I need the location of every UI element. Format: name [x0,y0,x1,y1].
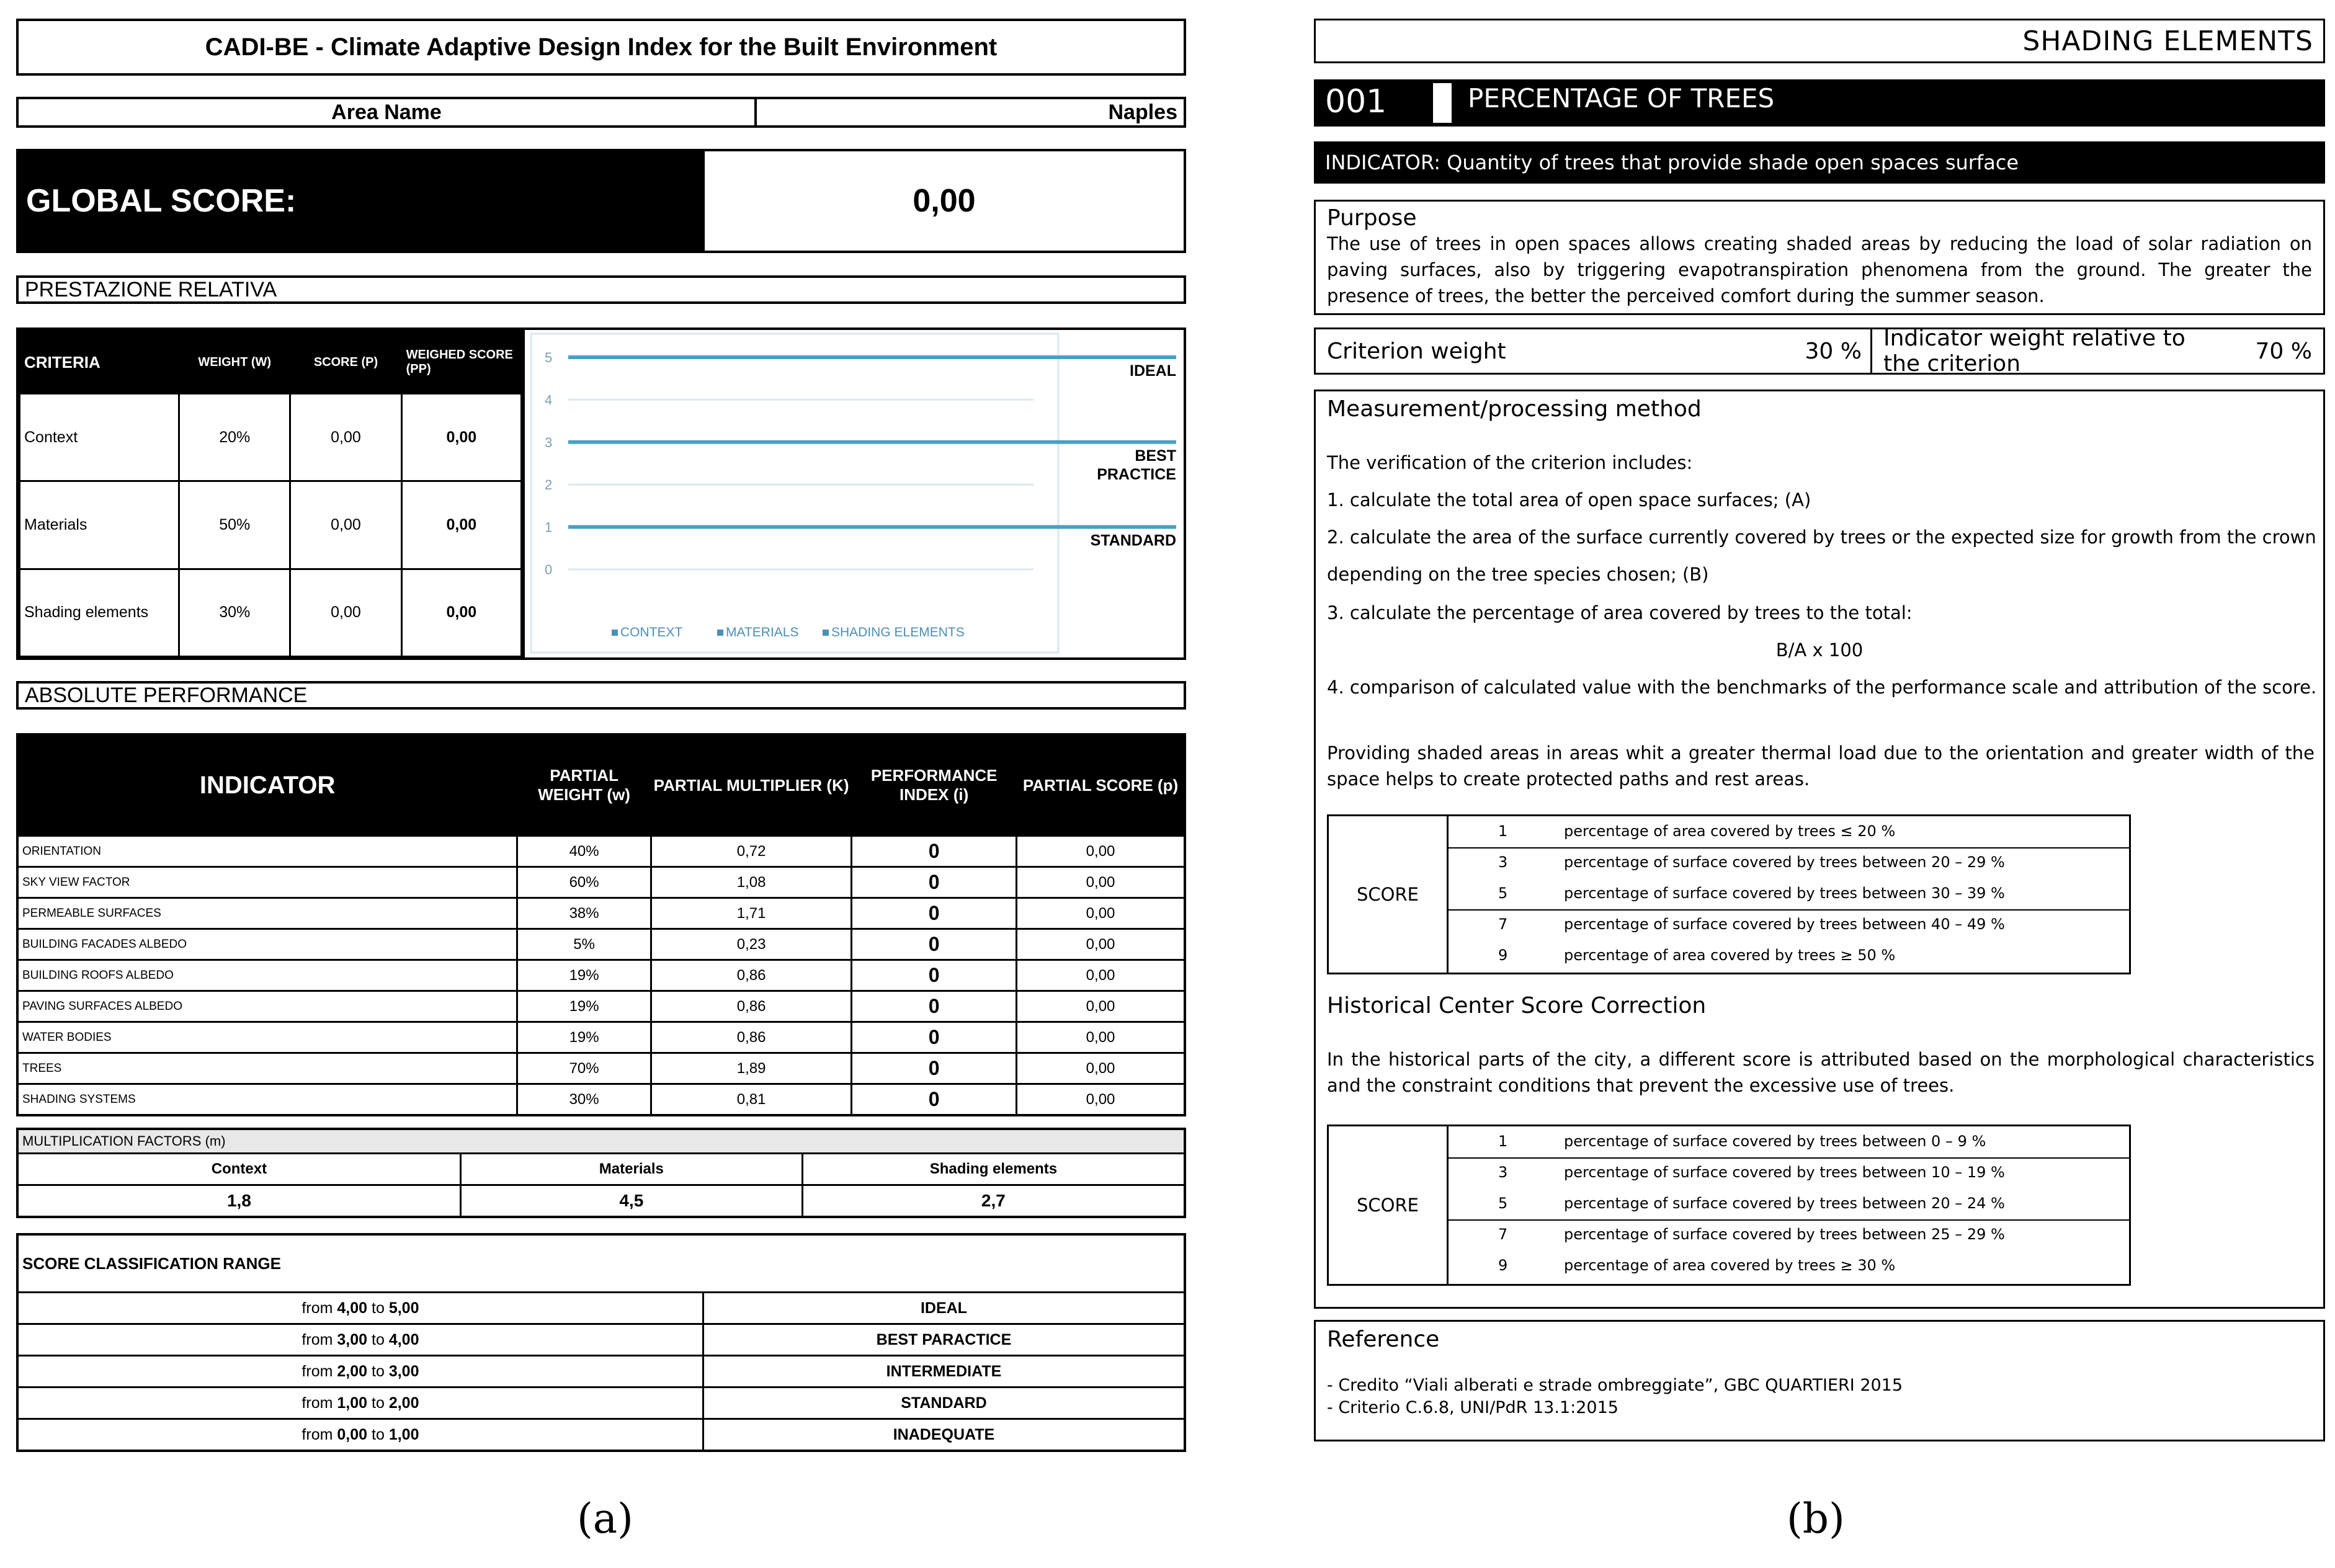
multiplication-label: Materials [460,1154,802,1185]
score-description: percentage of area covered by trees ≥ 30 % [1564,1257,1896,1274]
range-to-word: to [372,1299,385,1317]
indicator-weight: 38% [517,898,651,929]
criteria-name: Shading elements [20,569,179,656]
indicator-multiplier: 0,86 [651,960,851,991]
indicator-score: 0,00 [1017,1022,1185,1053]
criteria-table [19,330,522,657]
purpose-box [1314,200,2325,315]
multiplication-label-row [17,1154,1185,1185]
indicator-name: WATER BODIES [17,1022,517,1053]
cadi-be-title: CADI-BE - Climate Adaptive Design Index for the Built Environment [16,19,1186,76]
absolute-performance-heading: ABSOLUTE PERFORMANCE [16,681,1186,710]
table-row [17,898,1185,929]
range-to-word: to [372,1425,385,1443]
multiplication-value: 1,8 [17,1185,460,1218]
indicator-weight: 19% [517,991,651,1022]
score-row [1449,909,2129,940]
reference-line: - Credito “Viali alberati e strade ombreggiate”, GBC QUARTIERI 2015 [1327,1376,1903,1395]
score-number: 9 [1498,947,1508,964]
chart-reference-label: STANDARD [1090,532,1176,550]
score-label: SCORE [1329,1126,1449,1284]
multiplication-value-row [17,1185,1185,1218]
caption-a: (a) [577,1495,633,1543]
criteria-weighed: 0,00 [401,394,521,481]
reference-line: - Criterio C.6.8, UNI/PdR 13.1:2015 [1327,1398,1618,1417]
criteria-header: CRITERIA [20,331,179,394]
indicator-index: 0 [852,960,1017,991]
global-score [16,149,1186,253]
indicator-title: PERCENTAGE OF TREES [1468,83,1775,114]
score-description: percentage of surface covered by trees between 30 – 39 % [1564,884,2005,902]
range-from: 0,00 [337,1425,368,1443]
indicator-weight-value: 70 % [2255,338,2312,364]
score-description: percentage of surface covered by trees between 10 – 19 % [1564,1164,2005,1181]
chart-legend-label: SHADING ELEMENTS [831,625,965,639]
criteria-score: 0,00 [290,394,401,481]
table-row [17,1293,1185,1324]
classification-title: SCORE CLASSIFICATION RANGE [17,1234,1185,1293]
range-to: 1,00 [388,1425,419,1443]
score-chart-svg [525,330,1184,657]
score-table-historical [1327,1125,2131,1286]
measurement-note: Providing shaded areas in areas whit a greater thermal load due to the orientation and greater width of the space helps to create protected paths and rest areas. [1327,742,2315,790]
chart-legend-swatch [717,630,723,636]
range-to-word: to [372,1394,385,1412]
chart-tick-label: 0 [545,562,553,577]
table-row [17,929,1185,960]
indicator-score: 0,00 [1017,991,1185,1022]
criteria-weight: 30% [179,569,290,656]
indicator-name: BUILDING ROOFS ALBEDO [17,960,517,991]
chart-legend-swatch [612,630,618,636]
indicator-multiplier: 0,86 [651,1022,851,1053]
multiplication-value: 2,7 [802,1185,1185,1218]
indicator-code-bar [1314,79,2325,127]
measurement-step: 1. calculate the total area of open space surfaces; (A) [1327,489,1811,510]
chart-plot-frame [531,334,1058,653]
table-row [17,867,1185,898]
indicator-name: PAVING SURFACES ALBEDO [17,991,517,1022]
indicator-multiplier: 0,23 [651,929,851,960]
score-label: SCORE [1329,816,1449,973]
score-number: 3 [1498,853,1508,871]
indicator-score: 0,00 [1017,1053,1185,1084]
range-to: 5,00 [388,1299,419,1317]
weight-header: WEIGHT (W) [179,331,290,394]
indicator-multiplier: 0,86 [651,991,851,1022]
indicator-header-row [17,734,1185,836]
classification-range [17,1419,703,1451]
criteria-name: Context [20,394,179,481]
indicator-multiplier: 1,89 [651,1053,851,1084]
global-score-value: 0,00 [913,183,976,219]
indicator-score: 0,00 [1017,867,1185,898]
classification-range [17,1293,703,1324]
criteria-weight: 50% [179,481,290,569]
score-row [1449,1188,2129,1221]
range-from-word: from [301,1394,333,1412]
criteria-weighed: 0,00 [401,569,521,656]
score-row [1449,1157,2129,1188]
indicator-index: 0 [852,898,1017,929]
multiplication-label: Context [17,1154,460,1185]
classification-range [17,1388,703,1419]
indicator-score: 0,00 [1017,836,1185,867]
criteria-row [20,481,522,569]
indicator-name: SHADING SYSTEMS [17,1084,517,1116]
measurement-step: 4. comparison of calculated value with the benchmarks of the performance scale and attribution of the score. [1327,677,2317,698]
measurement-step: 3. calculate the percentage of area covered by trees to the total: [1327,602,1913,623]
score-row [1449,1250,2129,1281]
indicator-score: 0,00 [1017,898,1185,929]
indicator-weight: 30% [517,1084,651,1116]
indicator-index: 0 [852,1053,1017,1084]
criteria-row [20,394,522,481]
range-to: 3,00 [388,1362,419,1380]
historical-text: In the historical parts of the city, a different score is attributed based on the morphological characteristics and the constraint conditions that prevent the excessive use of trees. [1327,1049,2315,1096]
score-description: percentage of surface covered by trees between 25 – 29 % [1564,1226,2005,1243]
multiplication-title: MULTIPLICATION FACTORS (m) [17,1129,1185,1154]
measurement-step: 2. calculate the area of the surface currently covered by trees or the expected size for growth from the crown [1327,527,2316,548]
indicator-header: INDICATOR [17,734,517,836]
chart-reference-label: PRACTICE [1097,465,1176,483]
classification-level: IDEAL [703,1293,1185,1324]
criteria-row [20,569,522,656]
table-row [17,1022,1185,1053]
score-header: SCORE (P) [290,331,401,394]
range-from-word: from [301,1299,333,1317]
criteria-name: Materials [20,481,179,569]
classification-title-row [17,1234,1185,1293]
range-to-word: to [372,1362,385,1380]
criteria-header-row [20,331,522,394]
indicator-index: 0 [852,1022,1017,1053]
score-row [1449,1126,2129,1159]
score-row [1449,940,2129,971]
score-table-primary [1327,814,2131,974]
caption-b: (b) [1787,1495,1845,1543]
score-number: 1 [1498,822,1508,840]
score-number: 1 [1498,1133,1508,1150]
indicator-multiplier: 1,71 [651,898,851,929]
section-heading: SHADING ELEMENTS [1314,19,2325,63]
indicator-score: 0,00 [1017,929,1185,960]
score-description: percentage of surface covered by trees between 40 – 49 % [1564,915,2005,933]
indicator-code: 001 [1325,83,1387,120]
score-number: 9 [1498,1257,1508,1274]
indicator-index: 0 [852,836,1017,867]
range-from: 4,00 [337,1299,368,1317]
table-row [17,1324,1185,1356]
measurement-box [1314,390,2325,1309]
weighed-score-header: WEIGHED SCORE (PP) [401,331,521,394]
partial-score-header: PARTIAL SCORE (p) [1017,734,1185,836]
area-name-label: Area Name [19,99,757,125]
indicator-name: ORIENTATION [17,836,517,867]
classification-level: INTERMEDIATE [703,1356,1185,1388]
table-row [17,1053,1185,1084]
score-row [1449,1219,2129,1250]
measurement-heading: Measurement/processing method [1327,396,1702,422]
table-row [17,1356,1185,1388]
score-number: 5 [1498,1195,1508,1212]
indicator-name: BUILDING FACADES ALBEDO [17,929,517,960]
table-row [17,1084,1185,1116]
chart-tick-label: 2 [545,477,553,493]
chart-tick-label: 1 [545,519,553,535]
criteria-score: 0,00 [290,481,401,569]
indicator-weight: 40% [517,836,651,867]
partial-weight-header: PARTIAL WEIGHT (w) [517,734,651,836]
indicator-score: 0,00 [1017,960,1185,991]
indicator-name: TREES [17,1053,517,1084]
chart-tick-label: 3 [545,434,553,450]
indicator-name: PERMEABLE SURFACES [17,898,517,929]
range-from: 1,00 [337,1394,368,1412]
table-row [17,1419,1185,1451]
indicator-index: 0 [852,991,1017,1022]
indicator-description: INDICATOR: Quantity of trees that provide shade open spaces surface [1314,141,2325,184]
score-description: percentage of area covered by trees ≥ 50 % [1564,947,1896,964]
indicator-weight: 19% [517,1022,651,1053]
indicator-weight: 19% [517,960,651,991]
score-row [1449,816,2129,849]
weights-row [1314,327,2325,375]
global-score-label: GLOBAL SCORE: [19,151,705,251]
measurement-intro: The verification of the criterion includes: [1327,452,1693,473]
chart-legend-label: CONTEXT [620,625,683,639]
indicator-table [16,733,1186,1116]
score-chart [522,330,1186,657]
indicator-score: 0,00 [1017,1084,1185,1116]
score-description: percentage of surface covered by trees between 0 – 9 % [1564,1133,1986,1150]
criteria-block [16,327,1186,660]
classification-level: STANDARD [703,1388,1185,1419]
reference-box [1314,1320,2325,1441]
measurement-formula: B/A x 100 [1775,639,1864,661]
chart-legend-label: MATERIALS [726,625,799,639]
indicator-multiplier: 1,08 [651,867,851,898]
chart-tick-label: 5 [545,350,553,365]
purpose-heading: Purpose [1327,205,1417,231]
score-number: 7 [1498,1226,1508,1243]
criteria-score: 0,00 [290,569,401,656]
indicator-multiplier: 0,72 [651,836,851,867]
range-from: 3,00 [337,1330,368,1348]
indicator-index: 0 [852,867,1017,898]
classification-level: INADEQUATE [703,1419,1185,1451]
multiplication-title-row [17,1129,1185,1154]
range-from-word: from [301,1330,333,1348]
relative-performance-heading: PRESTAZIONE RELATIVA [16,275,1186,304]
range-to: 2,00 [388,1394,419,1412]
performance-index-header: PERFORMANCE INDEX (i) [852,734,1017,836]
table-row [17,1388,1185,1419]
indicator-index: 0 [852,1084,1017,1116]
score-number: 5 [1498,884,1508,902]
range-from: 2,00 [337,1362,368,1380]
range-to-word: to [372,1330,385,1348]
multiplication-factors-table [16,1128,1186,1218]
purpose-text: The use of trees in open spaces allows creating shaded areas by reducing the load of solar radiation on paving surfaces, also by triggering evapotranspiration phenomena from the ground. The greater the presence of trees, the better the perceived comfort during the summer season. [1327,233,2312,306]
historical-heading: Historical Center Score Correction [1327,993,1707,1018]
table-row [17,991,1185,1022]
chart-tick-label: 4 [545,392,553,408]
indicator-weight-label: Indicator weight relative to the criterion [1883,326,2185,376]
indicator-weight: 60% [517,867,651,898]
area-row [16,97,1186,128]
criterion-weight-value: 30 % [1699,329,1872,373]
indicator-weight: 70% [517,1053,651,1084]
criteria-weight: 20% [179,394,290,481]
indicator-index: 0 [852,929,1017,960]
area-name-value: Naples [1108,100,1177,124]
criterion-weight-label: Criterion weight [1327,338,1506,364]
score-row [1449,878,2129,911]
classification-range [17,1356,703,1388]
table-row [17,836,1185,867]
code-separator [1433,83,1452,123]
score-description: percentage of area covered by trees ≤ 20 % [1564,822,1896,840]
chart-reference-label: IDEAL [1130,362,1176,380]
chart-legend-swatch [823,630,829,636]
measurement-step: depending on the tree species chosen; (B) [1327,564,1709,585]
chart-reference-label: BEST [1135,447,1176,465]
multiplication-value: 4,5 [460,1185,802,1218]
indicator-multiplier: 0,81 [651,1084,851,1116]
classification-range [17,1324,703,1356]
score-row [1449,847,2129,878]
score-number: 7 [1498,915,1508,933]
score-description: percentage of surface covered by trees between 20 – 29 % [1564,853,2005,871]
table-row [17,960,1185,991]
range-to: 4,00 [388,1330,419,1348]
range-from-word: from [301,1425,333,1443]
indicator-name: SKY VIEW FACTOR [17,867,517,898]
range-from-word: from [301,1362,333,1380]
score-classification-table [16,1233,1186,1452]
multiplication-label: Shading elements [802,1154,1185,1185]
score-number: 3 [1498,1164,1508,1181]
classification-level: BEST PARACTICE [703,1324,1185,1356]
score-description: percentage of surface covered by trees between 20 – 24 % [1564,1195,2005,1212]
indicator-weight: 5% [517,929,651,960]
reference-heading: Reference [1327,1327,1440,1352]
partial-multiplier-header: PARTIAL MULTIPLIER (K) [651,734,851,836]
criteria-weighed: 0,00 [401,481,521,569]
